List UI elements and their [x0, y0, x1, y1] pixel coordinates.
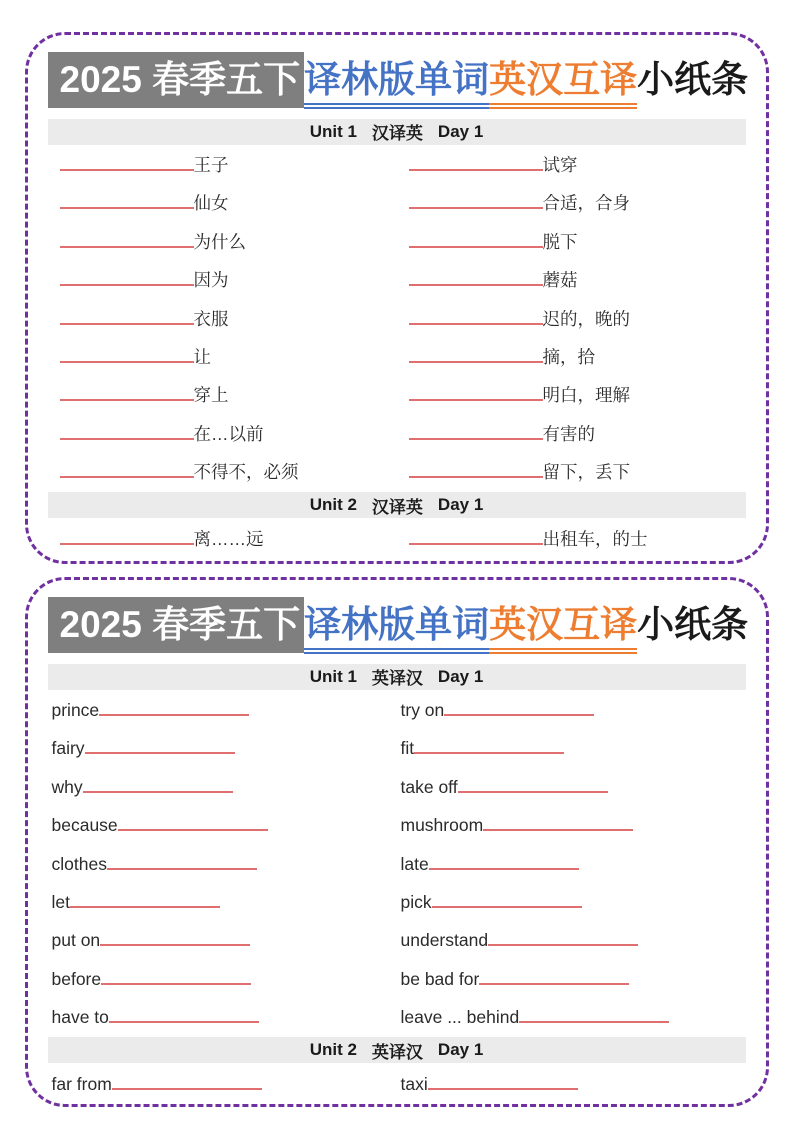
vocab-item [397, 1073, 746, 1094]
vocab-word: have to [51, 1007, 109, 1028]
unit-label: Unit 1 [309, 666, 357, 686]
answer-blank-line [409, 436, 543, 440]
vocab-word: 衣服 [193, 308, 229, 329]
answer-blank-line [409, 282, 543, 286]
answer-blank-line [60, 436, 194, 440]
vocab-item [397, 932, 746, 950]
mode-label: 汉译英 [371, 497, 423, 517]
vocab-word: 为什么 [193, 231, 246, 252]
mode-label: 英译汉 [371, 669, 423, 689]
title-year-grade-segment: 2025 春季五下 [48, 52, 305, 108]
worksheet-card-en-to-cn [25, 577, 769, 1107]
answer-blank-line [107, 866, 257, 870]
unit-label: Unit 2 [309, 1040, 357, 1060]
unit-header-bar [48, 1037, 746, 1063]
mode-label: 汉译英 [371, 124, 423, 144]
vocab-item [48, 346, 397, 367]
vocab-word: 不得不，必须 [193, 462, 299, 483]
vocab-item [48, 272, 397, 290]
answer-blank-line [519, 1019, 669, 1023]
vocab-word: 留下，丢下 [542, 462, 630, 483]
vocab-word: pick [400, 891, 432, 912]
vocab-item [397, 853, 746, 874]
title-translation-segment: 英汉互译 [489, 59, 637, 109]
answer-blank-line [479, 981, 629, 985]
title-suffix-segment: 小纸条 [637, 604, 749, 645]
title-textbook-segment: 译林版单词 [304, 59, 489, 109]
vocab-item [397, 346, 746, 367]
vocab-word: 蘑菇 [542, 270, 578, 291]
answer-blank-line [409, 541, 543, 545]
vocab-item [48, 423, 397, 444]
vocab-item [48, 308, 397, 329]
answer-blank-line [409, 244, 543, 248]
vocab-word: 合适，合身 [542, 193, 630, 214]
vocab-word: be bad for [400, 968, 480, 989]
vocab-item [397, 817, 746, 835]
title-textbook-segment: 译林版单词 [304, 604, 489, 654]
vocab-word: late [400, 853, 429, 874]
day-label: Day 1 [437, 666, 484, 686]
vocab-word: why [51, 776, 83, 797]
answer-blank-line [60, 244, 194, 248]
vocab-word: understand [400, 930, 489, 951]
answer-blank-line [118, 827, 268, 831]
unit-header-bar [48, 492, 746, 518]
vocab-word: 试穿 [542, 154, 578, 175]
answer-blank-line [428, 1086, 578, 1090]
unit-header-bar [48, 664, 746, 690]
answer-blank-line [483, 827, 633, 831]
worksheet-card-cn-to-en [25, 32, 769, 564]
worksheet-title [48, 52, 749, 109]
unit-label: Unit 2 [309, 495, 357, 515]
answer-blank-line [60, 474, 194, 478]
vocab-word: 王子 [193, 154, 229, 175]
answer-blank-line [429, 866, 579, 870]
vocab-item [397, 1009, 746, 1027]
vocab-item [48, 1073, 397, 1094]
vocab-item [397, 699, 746, 720]
answer-blank-line [458, 789, 608, 793]
vocab-item [397, 195, 746, 213]
answer-blank-line [488, 942, 638, 946]
answer-blank-line [409, 359, 543, 363]
day-label: Day 1 [437, 1040, 484, 1060]
answer-blank-line [409, 205, 543, 209]
vocab-item [397, 272, 746, 290]
vocab-item [397, 154, 746, 175]
vocab-word: 有害的 [542, 423, 595, 444]
vocab-item [48, 968, 397, 989]
vocab-word: 出租车，的士 [542, 528, 648, 549]
vocab-word: 仙女 [193, 193, 229, 214]
vocab-word: mushroom [400, 815, 484, 836]
vocab-item [48, 853, 397, 874]
vocab-item [48, 1009, 397, 1027]
vocab-word: let [51, 891, 70, 912]
vocab-item [48, 231, 397, 252]
vocab-word: clothes [51, 853, 107, 874]
vocab-item [397, 308, 746, 329]
day-label: Day 1 [437, 121, 484, 141]
vocab-word: fairy [51, 738, 85, 759]
vocab-item [397, 968, 746, 989]
answer-blank-line [101, 981, 251, 985]
answer-blank-line [414, 750, 564, 754]
answer-blank-line [409, 397, 543, 401]
vocab-item [48, 776, 397, 797]
vocab-word: 因为 [193, 270, 229, 291]
vocab-word: take off [400, 776, 458, 797]
vocab-word: because [51, 815, 118, 836]
vocab-item [397, 528, 746, 549]
vocab-grid [48, 1065, 746, 1103]
vocab-word: prince [51, 699, 100, 720]
vocab-word: fit [400, 738, 415, 759]
title-year-grade-segment: 2025 春季五下 [48, 597, 305, 653]
vocab-word: 离……远 [193, 528, 264, 549]
vocab-item [397, 423, 746, 444]
vocab-word: 在…以前 [193, 423, 264, 444]
vocab-word: 让 [193, 346, 211, 367]
answer-blank-line [409, 474, 543, 478]
vocab-word: try on [400, 699, 445, 720]
title-suffix-segment: 小纸条 [637, 59, 749, 100]
answer-blank-line [409, 167, 543, 171]
vocab-item [48, 891, 397, 912]
vocab-item [397, 231, 746, 252]
vocab-word: before [51, 968, 102, 989]
unit-label: Unit 1 [309, 121, 357, 141]
unit-header-bar [48, 119, 746, 145]
answer-blank-line [60, 321, 194, 325]
vocab-word: put on [51, 930, 101, 951]
vocab-word: leave ... behind [400, 1007, 520, 1028]
vocab-item [48, 464, 397, 482]
answer-blank-line [83, 789, 233, 793]
vocab-item [397, 776, 746, 797]
answer-blank-line [60, 205, 194, 209]
answer-blank-line [112, 1086, 262, 1090]
answer-blank-line [60, 541, 194, 545]
worksheet-title [48, 597, 749, 654]
answer-blank-line [60, 167, 194, 171]
vocab-word: far from [51, 1073, 112, 1094]
vocab-item [48, 154, 397, 175]
vocab-word: taxi [400, 1073, 428, 1094]
vocab-grid [48, 520, 746, 558]
answer-blank-line [85, 750, 235, 754]
vocab-grid [48, 147, 746, 493]
vocab-item [48, 528, 397, 549]
vocab-word: 摘，拾 [542, 346, 595, 367]
answer-blank-line [100, 942, 250, 946]
vocab-grid [48, 692, 746, 1038]
vocab-item [397, 891, 746, 912]
vocab-item [48, 195, 397, 213]
vocab-item [48, 699, 397, 720]
vocab-item [397, 464, 746, 482]
answer-blank-line [60, 359, 194, 363]
answer-blank-line [444, 712, 594, 716]
vocab-item [48, 817, 397, 835]
vocab-word: 明白，理解 [542, 385, 630, 406]
vocab-word: 迟的，晚的 [542, 308, 630, 329]
answer-blank-line [409, 321, 543, 325]
mode-label: 英译汉 [371, 1042, 423, 1062]
answer-blank-line [432, 904, 582, 908]
answer-blank-line [60, 397, 194, 401]
vocab-item [48, 932, 397, 950]
vocab-word: 穿上 [193, 385, 229, 406]
vocab-item [48, 387, 397, 405]
answer-blank-line [60, 282, 194, 286]
answer-blank-line [109, 1019, 259, 1023]
answer-blank-line [99, 712, 249, 716]
vocab-item [397, 387, 746, 405]
answer-blank-line [70, 904, 220, 908]
vocab-word: 脱下 [542, 231, 578, 252]
vocab-item [397, 740, 746, 758]
vocab-item [48, 740, 397, 758]
day-label: Day 1 [437, 495, 484, 515]
title-translation-segment: 英汉互译 [489, 604, 637, 654]
